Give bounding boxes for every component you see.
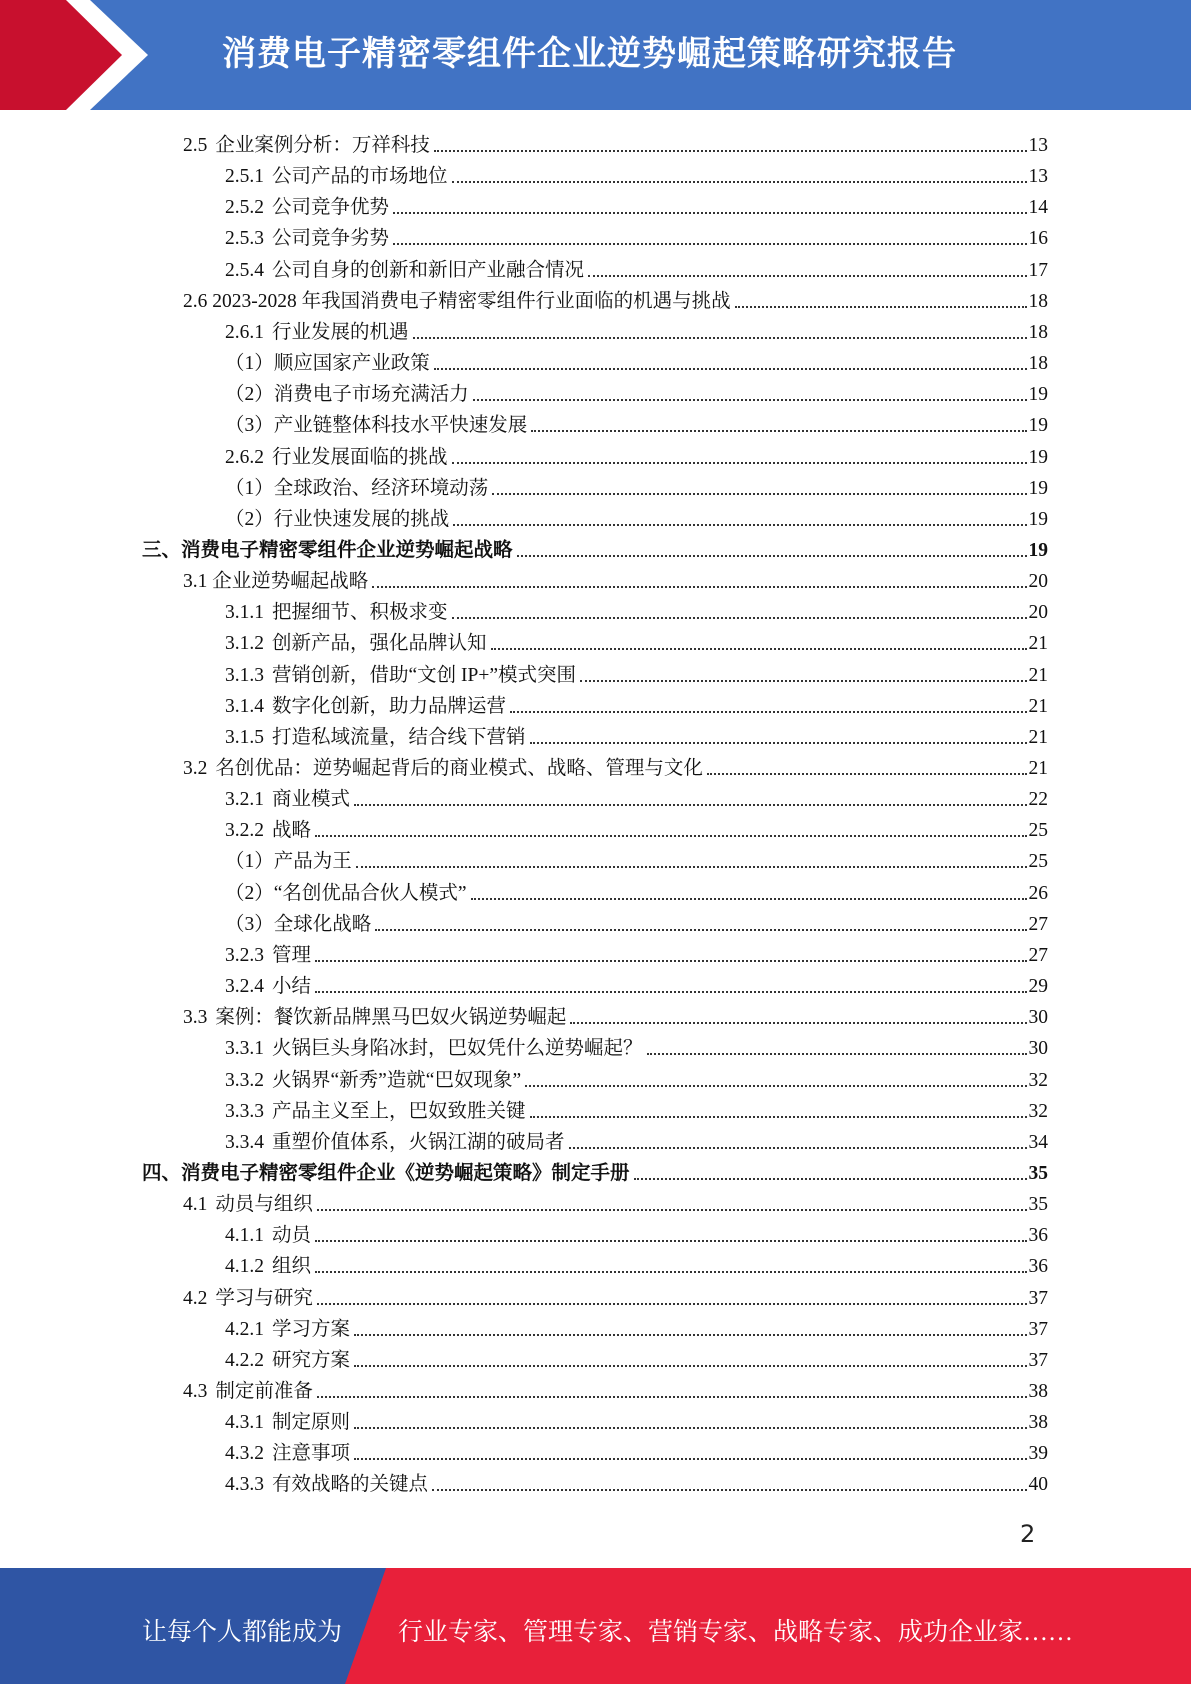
toc-dot-leader xyxy=(530,742,1027,744)
toc-entry-number: 2.5.1 xyxy=(225,166,264,188)
toc-entry-title: 把握细节、积极求变 xyxy=(272,602,448,624)
toc-entry[interactable] xyxy=(183,127,1048,158)
toc-entry[interactable] xyxy=(183,1280,1048,1311)
toc-entry-title: 打造私域流量，结合线下营销 xyxy=(272,726,526,748)
toc-entry-number: 4.2.1 xyxy=(225,1318,264,1340)
toc-entry[interactable] xyxy=(225,688,1048,719)
toc-dot-leader xyxy=(315,960,1026,962)
toc-entry-number: 3.2 xyxy=(183,758,208,779)
toc-dot-leader xyxy=(453,524,1026,526)
toc-entry-page: 39 xyxy=(1028,1443,1048,1465)
toc-dot-leader xyxy=(317,1209,1027,1211)
toc-entry-page: 26 xyxy=(1028,882,1048,904)
toc-entry-title: 小结 xyxy=(272,976,312,998)
toc-entry-number: 3.3.4 xyxy=(225,1131,264,1153)
toc-dot-leader xyxy=(434,368,1027,370)
toc-entry-page: 18 xyxy=(1028,353,1048,375)
toc-entry[interactable] xyxy=(183,750,1048,781)
toc-entry-title: 有效战略的关键点 xyxy=(272,1474,429,1496)
toc-dot-leader xyxy=(354,1334,1026,1336)
toc-dot-leader xyxy=(393,212,1026,214)
toc-entry-title: 注意事项 xyxy=(272,1443,351,1465)
toc-entry-page: 20 xyxy=(1028,571,1048,593)
toc-entry-page: 38 xyxy=(1028,1381,1048,1402)
toc-entry[interactable] xyxy=(225,189,1048,220)
toc-entry[interactable] xyxy=(225,1030,1048,1061)
toc-entry[interactable] xyxy=(225,1404,1048,1435)
toc-dot-leader xyxy=(510,711,1026,713)
toc-dot-leader xyxy=(315,835,1026,837)
toc-entry[interactable] xyxy=(225,1248,1048,1279)
toc-entry-page: 19 xyxy=(1028,415,1048,437)
toc-entry-page: 19 xyxy=(1028,446,1048,468)
toc-entry[interactable] xyxy=(225,719,1048,750)
toc-entry-page: 37 xyxy=(1028,1318,1048,1340)
toc-entry-page: 35 xyxy=(1028,1162,1048,1184)
toc-entry-title: 产品主义至上，巴奴致胜关键 xyxy=(272,1100,526,1122)
toc-entry-page: 18 xyxy=(1028,321,1048,343)
toc-entry-title: （3）全球化战略 xyxy=(225,913,372,935)
toc-dot-leader xyxy=(354,1458,1026,1460)
toc-entry-title: 数字化创新，助力品牌运营 xyxy=(272,695,507,717)
toc-dot-leader xyxy=(525,1085,1026,1087)
toc-entry-page: 29 xyxy=(1028,976,1048,998)
toc-entry[interactable] xyxy=(225,439,1048,470)
toc-entry-title: 企业案例分析：万祥科技 xyxy=(215,135,430,156)
toc-entry-number: 3.2.4 xyxy=(225,976,264,998)
toc-dot-leader xyxy=(315,1240,1026,1242)
toc-entry[interactable] xyxy=(225,1124,1048,1155)
toc-entry-page: 21 xyxy=(1028,695,1048,717)
toc-entry-page: 37 xyxy=(1028,1349,1048,1371)
toc-entry[interactable] xyxy=(225,220,1048,251)
toc-dot-leader xyxy=(580,680,1026,682)
toc-dot-leader xyxy=(707,773,1027,775)
toc-entry-title: 营销创新，借助“文创 IP+”模式突围 xyxy=(272,664,577,686)
toc-entry[interactable] xyxy=(225,1311,1048,1342)
toc-entry-title: 重塑价值体系，火锅江湖的破局者 xyxy=(272,1131,565,1153)
toc-entry-title: 四、消费电子精密零组件企业《逆势崛起策略》制定手册 xyxy=(142,1162,630,1184)
toc-dot-leader xyxy=(452,462,1027,464)
toc-entry[interactable] xyxy=(225,314,1048,345)
toc-entry-title: 战略 xyxy=(272,820,312,842)
toc-entry[interactable] xyxy=(225,1466,1048,1497)
toc-entry-page: 36 xyxy=(1028,1225,1048,1247)
toc-entry-page: 25 xyxy=(1028,851,1048,873)
toc-entry-page: 21 xyxy=(1028,758,1048,779)
toc-entry-page: 20 xyxy=(1028,602,1048,624)
toc-entry[interactable] xyxy=(225,376,1048,407)
toc-entry-title: 公司产品的市场地位 xyxy=(272,166,448,188)
toc-entry-title: 动员与组织 xyxy=(215,1194,313,1216)
toc-dot-leader xyxy=(372,586,1026,588)
toc-entry-page: 22 xyxy=(1028,789,1048,811)
toc-entry-title: 3.1 企业逆势崛起战略 xyxy=(183,571,369,593)
toc-entry-page: 21 xyxy=(1028,664,1048,686)
toc-entry-title: 组织 xyxy=(272,1256,312,1278)
toc-entry[interactable] xyxy=(183,999,1048,1030)
toc-entry-number: 3.3.2 xyxy=(225,1069,264,1091)
toc-entry-page: 25 xyxy=(1028,820,1048,842)
toc-dot-leader xyxy=(354,1365,1026,1367)
toc-dot-leader xyxy=(471,898,1027,900)
toc-entry-page: 30 xyxy=(1028,1007,1048,1029)
report-title: 消费电子精密零组件企业逆势崛起策略研究报告 xyxy=(222,34,957,74)
toc-entry-page: 35 xyxy=(1028,1194,1048,1216)
toc-dot-leader xyxy=(517,555,1027,557)
toc-entry-page: 36 xyxy=(1028,1256,1048,1278)
toc-entry-number: 4.1.2 xyxy=(225,1256,264,1278)
toc-entry[interactable] xyxy=(225,657,1048,688)
toc-entry[interactable] xyxy=(225,1435,1048,1466)
toc-entry-number: 3.3.3 xyxy=(225,1100,264,1122)
toc-entry-title: 制定原则 xyxy=(272,1412,351,1434)
footer-slogan-right: 行业专家、管理专家、营销专家、战略专家、成功企业家…… xyxy=(398,1619,1074,1646)
page-number: 2 xyxy=(1020,1520,1036,1548)
toc-entry-title: 管理 xyxy=(272,944,312,966)
toc-entry-title: 行业发展的机遇 xyxy=(272,321,409,343)
toc-entry-title: （2）“名创优品合伙人模式” xyxy=(225,882,467,904)
toc-entry-number: 2.5.3 xyxy=(225,228,264,250)
toc-dot-leader xyxy=(315,991,1026,993)
toc-entry-number: 3.3 xyxy=(183,1007,208,1029)
toc-entry[interactable] xyxy=(225,501,1048,532)
toc-dot-leader xyxy=(647,1053,1027,1055)
toc-entry-title: （1）全球政治、经济环境动荡 xyxy=(225,477,489,499)
toc-entry-title: 制定前准备 xyxy=(215,1381,313,1402)
toc-dot-leader xyxy=(570,1022,1026,1024)
toc-dot-leader xyxy=(317,1303,1027,1305)
toc-entry-title: （1）产品为王 xyxy=(225,851,352,873)
toc-entry-title: 公司竞争优势 xyxy=(272,197,390,219)
toc-entry[interactable] xyxy=(225,968,1048,999)
toc-entry[interactable] xyxy=(183,1373,1048,1404)
toc-entry-number: 3.1.1 xyxy=(225,602,264,624)
toc-entry-title: 学习方案 xyxy=(272,1318,351,1340)
toc-entry-title: 动员 xyxy=(272,1225,312,1247)
toc-entry[interactable] xyxy=(225,1217,1048,1248)
toc-entry-number: 3.1.5 xyxy=(225,726,264,748)
toc-entry-number: 3.1.2 xyxy=(225,633,264,655)
toc-entry[interactable] xyxy=(183,563,1048,594)
toc-entry-title: （2）消费电子市场充满活力 xyxy=(225,384,469,406)
toc-dot-leader xyxy=(434,150,1027,152)
page-footer xyxy=(0,1568,1191,1684)
toc-dot-leader xyxy=(634,1178,1027,1180)
toc-entry[interactable] xyxy=(183,283,1048,314)
toc-entry-page: 27 xyxy=(1028,944,1048,966)
toc-entry[interactable] xyxy=(225,470,1048,501)
toc-entry-page: 37 xyxy=(1028,1287,1048,1309)
toc-entry-title: 行业发展面临的挑战 xyxy=(272,446,448,468)
toc-entry-number: 2.6.1 xyxy=(225,321,264,343)
toc-dot-leader xyxy=(354,1427,1026,1429)
toc-entry-page: 18 xyxy=(1028,290,1048,312)
toc-entry[interactable] xyxy=(225,252,1048,283)
toc-entry[interactable] xyxy=(225,625,1048,656)
footer-slogan-left: 让每个人都能成为 xyxy=(142,1619,343,1646)
toc-entry-number: 3.2.2 xyxy=(225,820,264,842)
toc-entry-title: 商业模式 xyxy=(272,789,351,811)
toc-entry-page: 13 xyxy=(1028,166,1048,188)
page-header xyxy=(0,0,1191,110)
toc-entry-page: 40 xyxy=(1028,1474,1048,1496)
toc-entry-page: 19 xyxy=(1028,508,1048,530)
toc-entry-number: 4.2.2 xyxy=(225,1349,264,1371)
toc-entry[interactable] xyxy=(225,1342,1048,1373)
toc-entry-title: 名创优品：逆势崛起背后的商业模式、战略、管理与文化 xyxy=(215,758,703,779)
toc-dot-leader xyxy=(473,399,1027,401)
toc-entry-title: 公司自身的创新和新旧产业融合情况 xyxy=(272,259,585,281)
toc-entry-page: 34 xyxy=(1028,1131,1048,1153)
toc-entry-title: 案例：餐饮新品牌黑马巴奴火锅逆势崛起 xyxy=(215,1007,567,1029)
toc-dot-leader xyxy=(413,337,1027,339)
toc-entry-title: （1）顺应国家产业政策 xyxy=(225,353,430,375)
toc-entry-page: 38 xyxy=(1028,1412,1048,1434)
toc-dot-leader xyxy=(432,1489,1026,1491)
toc-entry-page: 21 xyxy=(1028,726,1048,748)
toc-entry[interactable] xyxy=(225,937,1048,968)
toc-entry[interactable] xyxy=(225,812,1048,843)
toc-entry-number: 3.1.3 xyxy=(225,664,264,686)
toc-entry[interactable] xyxy=(225,1062,1048,1093)
toc-entry-page: 30 xyxy=(1028,1038,1048,1060)
toc-entry-page: 17 xyxy=(1028,259,1048,281)
toc-entry-number: 4.3.2 xyxy=(225,1443,264,1465)
toc-entry-title: 火锅巨头身陷冰封，巴奴凭什么逆势崛起？ xyxy=(272,1038,643,1060)
toc-dot-leader xyxy=(735,306,1027,308)
toc-entry[interactable] xyxy=(142,532,1048,563)
toc-entry-title: 创新产品，强化品牌认知 xyxy=(272,633,487,655)
toc-entry-number: 2.5.2 xyxy=(225,197,264,219)
toc-entry[interactable] xyxy=(183,1186,1048,1217)
toc-dot-leader xyxy=(317,1396,1027,1398)
toc-entry-title: 三、消费电子精密零组件企业逆势崛起战略 xyxy=(142,539,513,561)
toc-dot-leader xyxy=(530,1116,1027,1118)
header-chevron-decoration xyxy=(0,0,150,110)
toc-entry[interactable] xyxy=(142,1155,1048,1186)
toc-entry-page: 16 xyxy=(1028,228,1048,250)
toc-entry[interactable] xyxy=(225,594,1048,625)
toc-dot-leader xyxy=(588,275,1026,277)
toc-entry-page: 32 xyxy=(1028,1069,1048,1091)
toc-entry-page: 19 xyxy=(1028,384,1048,406)
toc-entry-number: 4.3 xyxy=(183,1381,208,1402)
toc-dot-leader xyxy=(492,493,1026,495)
toc-dot-leader xyxy=(491,648,1027,650)
toc-entry-page: 21 xyxy=(1028,633,1048,655)
toc-entry[interactable] xyxy=(225,906,1048,937)
toc-entry-number: 4.2 xyxy=(183,1287,208,1309)
toc-dot-leader xyxy=(356,866,1027,868)
toc-dot-leader xyxy=(452,617,1027,619)
toc-entry-number: 3.3.1 xyxy=(225,1038,264,1060)
toc-entry[interactable] xyxy=(225,158,1048,189)
toc-entry-title: 火锅界“新秀”造就“巴奴现象” xyxy=(272,1069,522,1091)
toc-entry[interactable] xyxy=(225,781,1048,812)
toc-entry-page: 27 xyxy=(1028,913,1048,935)
toc-entry-number: 2.5.4 xyxy=(225,259,264,281)
toc-dot-leader xyxy=(569,1147,1027,1149)
toc-entry-number: 3.1.4 xyxy=(225,695,264,717)
toc-entry-number: 4.3.1 xyxy=(225,1412,264,1434)
toc-entry-title: 学习与研究 xyxy=(215,1287,313,1309)
toc-entry-title: （3）产业链整体科技水平快速发展 xyxy=(225,415,528,437)
toc-entry-number: 4.1 xyxy=(183,1194,208,1216)
toc-entry[interactable] xyxy=(225,875,1048,906)
toc-entry[interactable] xyxy=(225,1093,1048,1124)
toc-entry-page: 13 xyxy=(1028,135,1048,156)
toc-dot-leader xyxy=(452,181,1027,183)
toc-entry-number: 4.1.1 xyxy=(225,1225,264,1247)
toc-entry-number: 4.3.3 xyxy=(225,1474,264,1496)
toc-entry-page: 19 xyxy=(1028,477,1048,499)
toc-dot-leader xyxy=(531,430,1026,432)
toc-entry-title: （2）行业快速发展的挑战 xyxy=(225,508,450,530)
toc-entry-number: 2.6.2 xyxy=(225,446,264,468)
toc-entry-title: 公司竞争劣势 xyxy=(272,228,390,250)
toc-entry-title: 研究方案 xyxy=(272,1349,351,1371)
toc-entry-page: 19 xyxy=(1028,539,1048,561)
toc-dot-leader xyxy=(354,804,1026,806)
toc-dot-leader xyxy=(375,929,1026,931)
toc-entry-number: 2.5 xyxy=(183,135,208,156)
toc-entry-page: 14 xyxy=(1028,197,1048,219)
toc-dot-leader xyxy=(393,243,1026,245)
toc-entry[interactable] xyxy=(225,345,1048,376)
toc-entry-number: 3.2.3 xyxy=(225,944,264,966)
toc-dot-leader xyxy=(315,1271,1026,1273)
toc-entry-page: 32 xyxy=(1028,1100,1048,1122)
toc-entry-title: 2.6 2023-2028 年我国消费电子精密零组件行业面临的机遇与挑战 xyxy=(183,290,731,312)
toc-entry[interactable] xyxy=(225,407,1048,438)
toc-entry-number: 3.2.1 xyxy=(225,789,264,811)
toc-entry[interactable] xyxy=(225,843,1048,874)
